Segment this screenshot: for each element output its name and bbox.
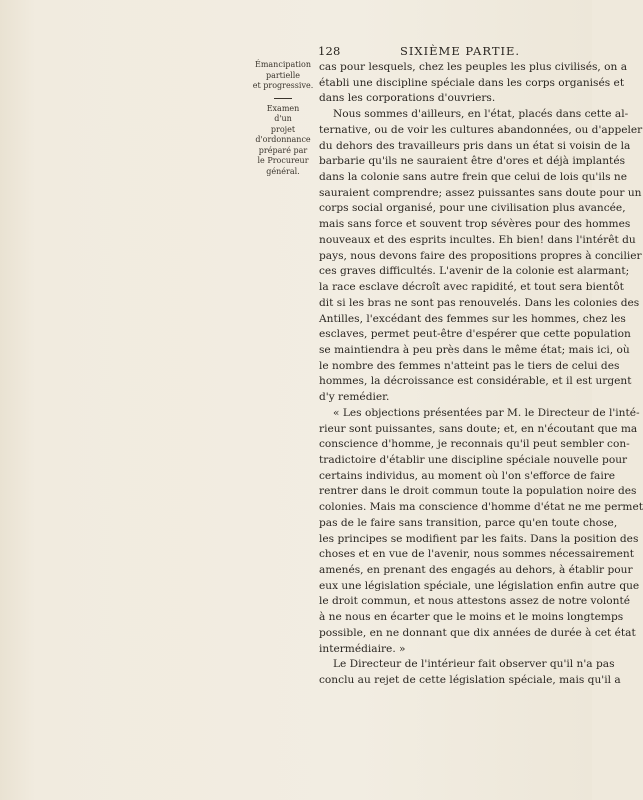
margin-note-line: préparé par	[258, 145, 308, 155]
page-number: 128	[318, 44, 341, 58]
text-line: pas de le faire sans transition, parce qu'en toute chose,	[319, 516, 618, 529]
margin-note-emancipation	[247, 60, 319, 92]
paragraph	[319, 406, 643, 658]
text-line: ces graves difficultés. L'avenir de la colonie est alarmant;	[319, 265, 630, 278]
text-line: le droit commun, et nous attestons assez de notre volonté	[319, 595, 631, 608]
text-line: colonies. Mais ma conscience d'homme d'état ne me permet	[319, 501, 643, 514]
text-line: dans les corporations d'ouvriers.	[319, 92, 496, 105]
text-line: intermédiaire. »	[319, 642, 406, 655]
text-line: établi une discipline spéciale dans les corps organisés et	[319, 76, 625, 89]
text-line: tradictoire d'établir une discipline spéciale nouvelle pour	[319, 453, 628, 466]
text-line: d'y remédier.	[319, 391, 390, 404]
text-line: la race esclave décroît avec rapidité, et tout sera bientôt	[319, 281, 624, 294]
text-line: amenés, en prenant des engagés au dehors, à établir pour	[319, 564, 633, 576]
text-line: du dehors des travailleurs pris dans un état si voisin de la	[319, 139, 631, 152]
text-line: Nous sommes d'ailleurs, en l'état, placés dans cette al-	[333, 108, 629, 121]
text-line: dit si les bras ne sont pas renouvelés. Dans les colonies des	[319, 296, 640, 309]
text-line: conscience d'homme, je reconnais qu'il peut sembler con-	[319, 438, 630, 451]
text-line: sauraient comprendre; assez puissantes sans doute pour un	[319, 186, 642, 199]
running-head: SIXIÈME PARTIE.	[400, 44, 521, 58]
text-line: « Les objections présentées par M. le Directeur de l'inté-	[333, 406, 640, 419]
text-line: esclaves, permet peut-être d'espérer que cette population	[319, 328, 631, 341]
text-line: certains individus, au moment où l'on s'efforce de faire	[319, 469, 616, 482]
paragraph	[319, 657, 621, 688]
text-line: se maintiendra à peu près dans le même état; mais ici, où	[319, 343, 630, 356]
text-line: pays, nous devons faire des propositions propres à concilier	[319, 249, 642, 262]
margin-note-examen	[247, 104, 319, 178]
text-line: cas pour lesquels, chez les peuples les plus civilisés, on a	[319, 61, 628, 73]
body-text	[319, 60, 643, 689]
text-line: conclu au rejet de cette législation spéciale, mais qu'il a	[319, 674, 621, 687]
margin-note-line: Émancipation	[254, 60, 312, 69]
text-line: possible, en ne donnant que dix années de durée à cet état	[319, 626, 636, 639]
text-line: barbarie qu'ils ne sauraient être d'ores et déjà implantés	[319, 155, 626, 168]
text-line: ternative, ou de voir les cultures abandonnées, ou d'appeler	[319, 123, 643, 136]
page-header	[318, 44, 584, 60]
text-line: Antilles, l'excédant des femmes sur les hommes, chez les	[319, 312, 626, 325]
margin-divider	[274, 98, 292, 99]
text-line: choses et en vue de l'avenir, nous sommes nécessairement	[319, 548, 634, 561]
text-line: Le Directeur de l'intérieur fait observer qu'il n'a pas	[333, 658, 615, 671]
text-line: rieur sont puissantes, sans doute; et, en n'écoutant que ma	[319, 422, 638, 435]
text-line: les principes se modifient par les faits. Dans la position des	[319, 532, 639, 545]
text-line: rentrer dans le droit commun toute la population noire des	[319, 485, 637, 498]
text-line: hommes, la décroissance est considérable, et il est urgent	[319, 375, 632, 388]
text-line: nouveaux et des esprits incultes. Eh bien! dans l'intérêt du	[319, 233, 636, 246]
text-line: eux une législation spéciale, une législation enfin autre que	[319, 579, 640, 592]
margin-note-line: Examen	[266, 103, 300, 113]
margin-note-line: d'un	[274, 114, 292, 123]
margin-note-line: projet d'ordonnance	[255, 124, 311, 144]
text-line: dans la colonie sans autre frein que celui de lois qu'ils ne	[319, 171, 628, 184]
margin-note-line: le Procureur général.	[257, 156, 309, 176]
margin-notes	[247, 60, 319, 177]
text-line: mais sans force et souvent trop sévères pour des hommes	[319, 218, 631, 231]
margin-note-line: et progressive.	[252, 81, 314, 90]
paragraph	[319, 60, 628, 107]
text-line: corps social organisé, pour une civilisation plus avancée,	[319, 202, 626, 215]
text-line: le nombre des femmes n'atteint pas le tiers de celui des	[319, 359, 620, 372]
text-line: à ne nous en écarter que le moins et le moins longtemps	[319, 611, 624, 624]
margin-note-line: partielle	[265, 70, 301, 80]
paragraph	[319, 107, 643, 406]
